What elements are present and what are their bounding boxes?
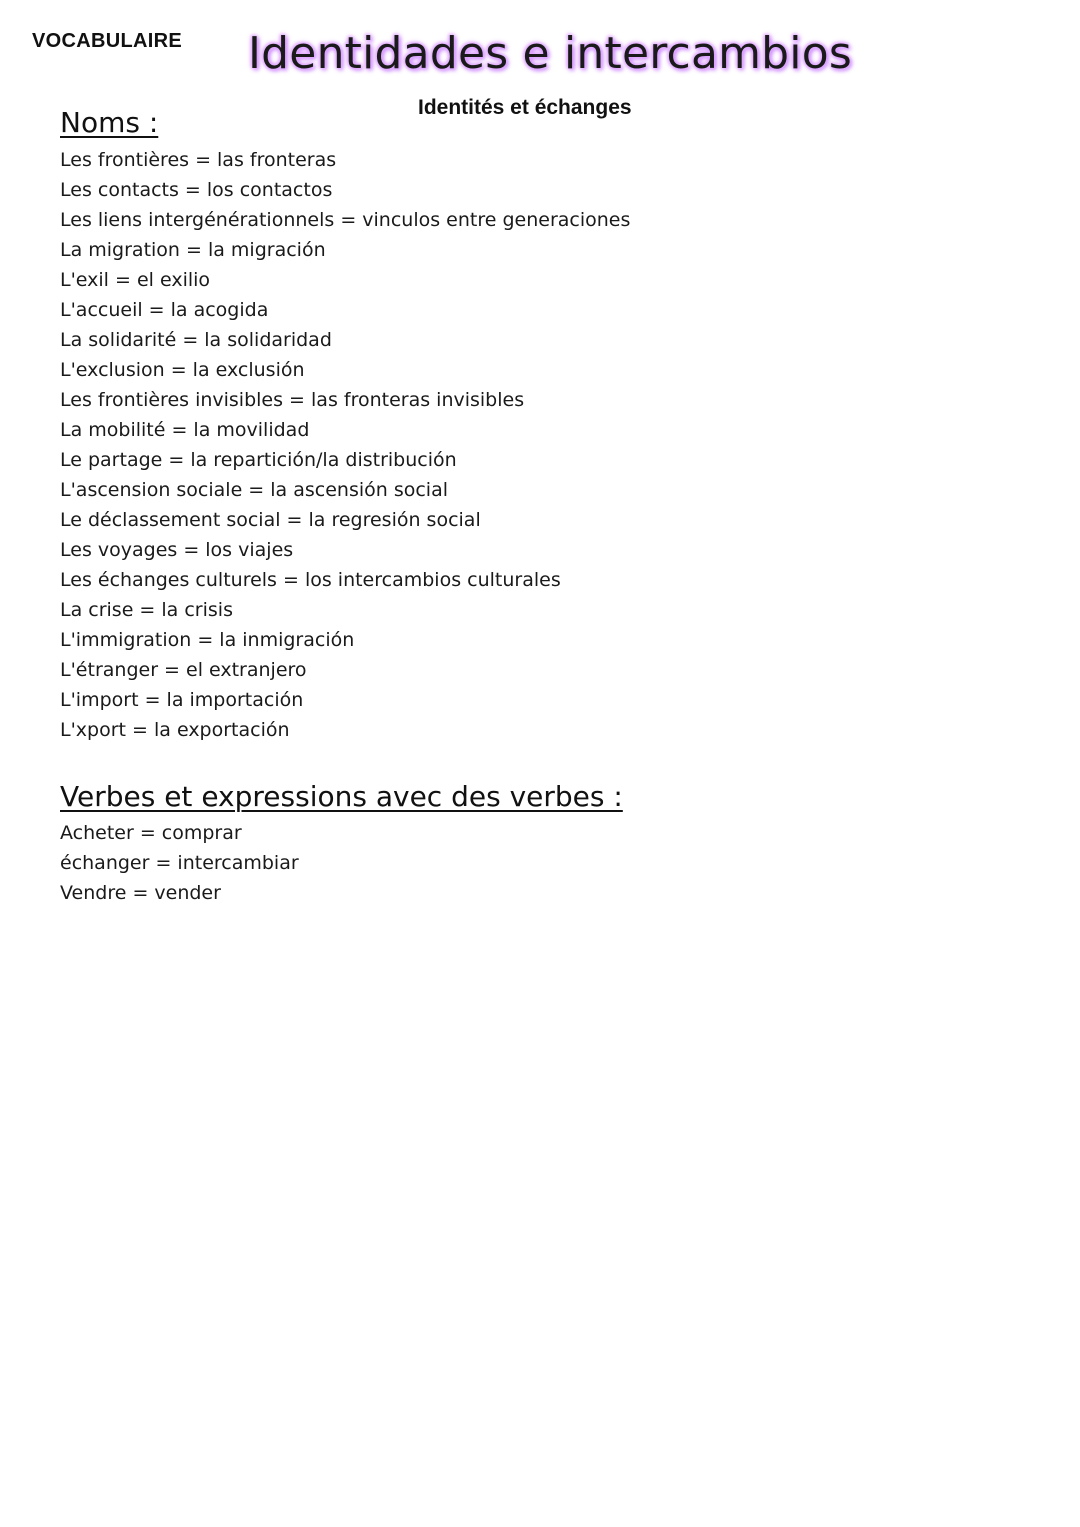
vocab-item: La mobilité = la movilidad bbox=[60, 419, 310, 441]
vocab-item: échanger = intercambiar bbox=[60, 852, 299, 874]
vocab-item: La migration = la migración bbox=[60, 239, 326, 261]
vocab-item: Le déclassement social = la regresión social bbox=[60, 509, 481, 531]
nouns-list bbox=[60, 145, 630, 745]
vocab-item: Le partage = la repartición/la distribución bbox=[60, 449, 457, 471]
verbs-heading: Verbes et expressions avec des verbes : bbox=[60, 780, 623, 813]
page-title: Identidades e intercambios bbox=[248, 28, 852, 79]
document-label: VOCABULAIRE bbox=[32, 30, 182, 52]
vocab-item: Vendre = vender bbox=[60, 882, 221, 904]
vocab-item: Les contacts = los contactos bbox=[60, 179, 333, 201]
vocab-item: L'immigration = la inmigración bbox=[60, 629, 355, 651]
vocab-item: Les frontières = las fronteras bbox=[60, 149, 337, 171]
vocab-item: L'import = la importación bbox=[60, 689, 304, 711]
verbs-list bbox=[60, 818, 299, 908]
vocab-item: L'ascension sociale = la ascensión social bbox=[60, 479, 449, 501]
vocab-item: Les frontières invisibles = las fronteras invisibles bbox=[60, 389, 525, 411]
vocab-item: L'exclusion = la exclusión bbox=[60, 359, 305, 381]
vocab-item: Les échanges culturels = los intercambios culturales bbox=[60, 569, 561, 591]
vocab-item: Les liens intergénérationnels = vinculos entre generaciones bbox=[60, 209, 631, 231]
page-subtitle: Identités et échanges bbox=[418, 96, 632, 119]
vocab-item: Les voyages = los viajes bbox=[60, 539, 294, 561]
vocab-item: Acheter = comprar bbox=[60, 822, 242, 844]
vocab-item: La solidarité = la solidaridad bbox=[60, 329, 332, 351]
vocab-item: L'exil = el exilio bbox=[60, 269, 211, 291]
vocab-item: L'xport = la exportación bbox=[60, 719, 290, 741]
vocab-item: L'étranger = el extranjero bbox=[60, 659, 307, 681]
nouns-heading: Noms : bbox=[60, 106, 159, 139]
vocab-item: La crise = la crisis bbox=[60, 599, 233, 621]
vocab-item: L'accueil = la acogida bbox=[60, 299, 269, 321]
